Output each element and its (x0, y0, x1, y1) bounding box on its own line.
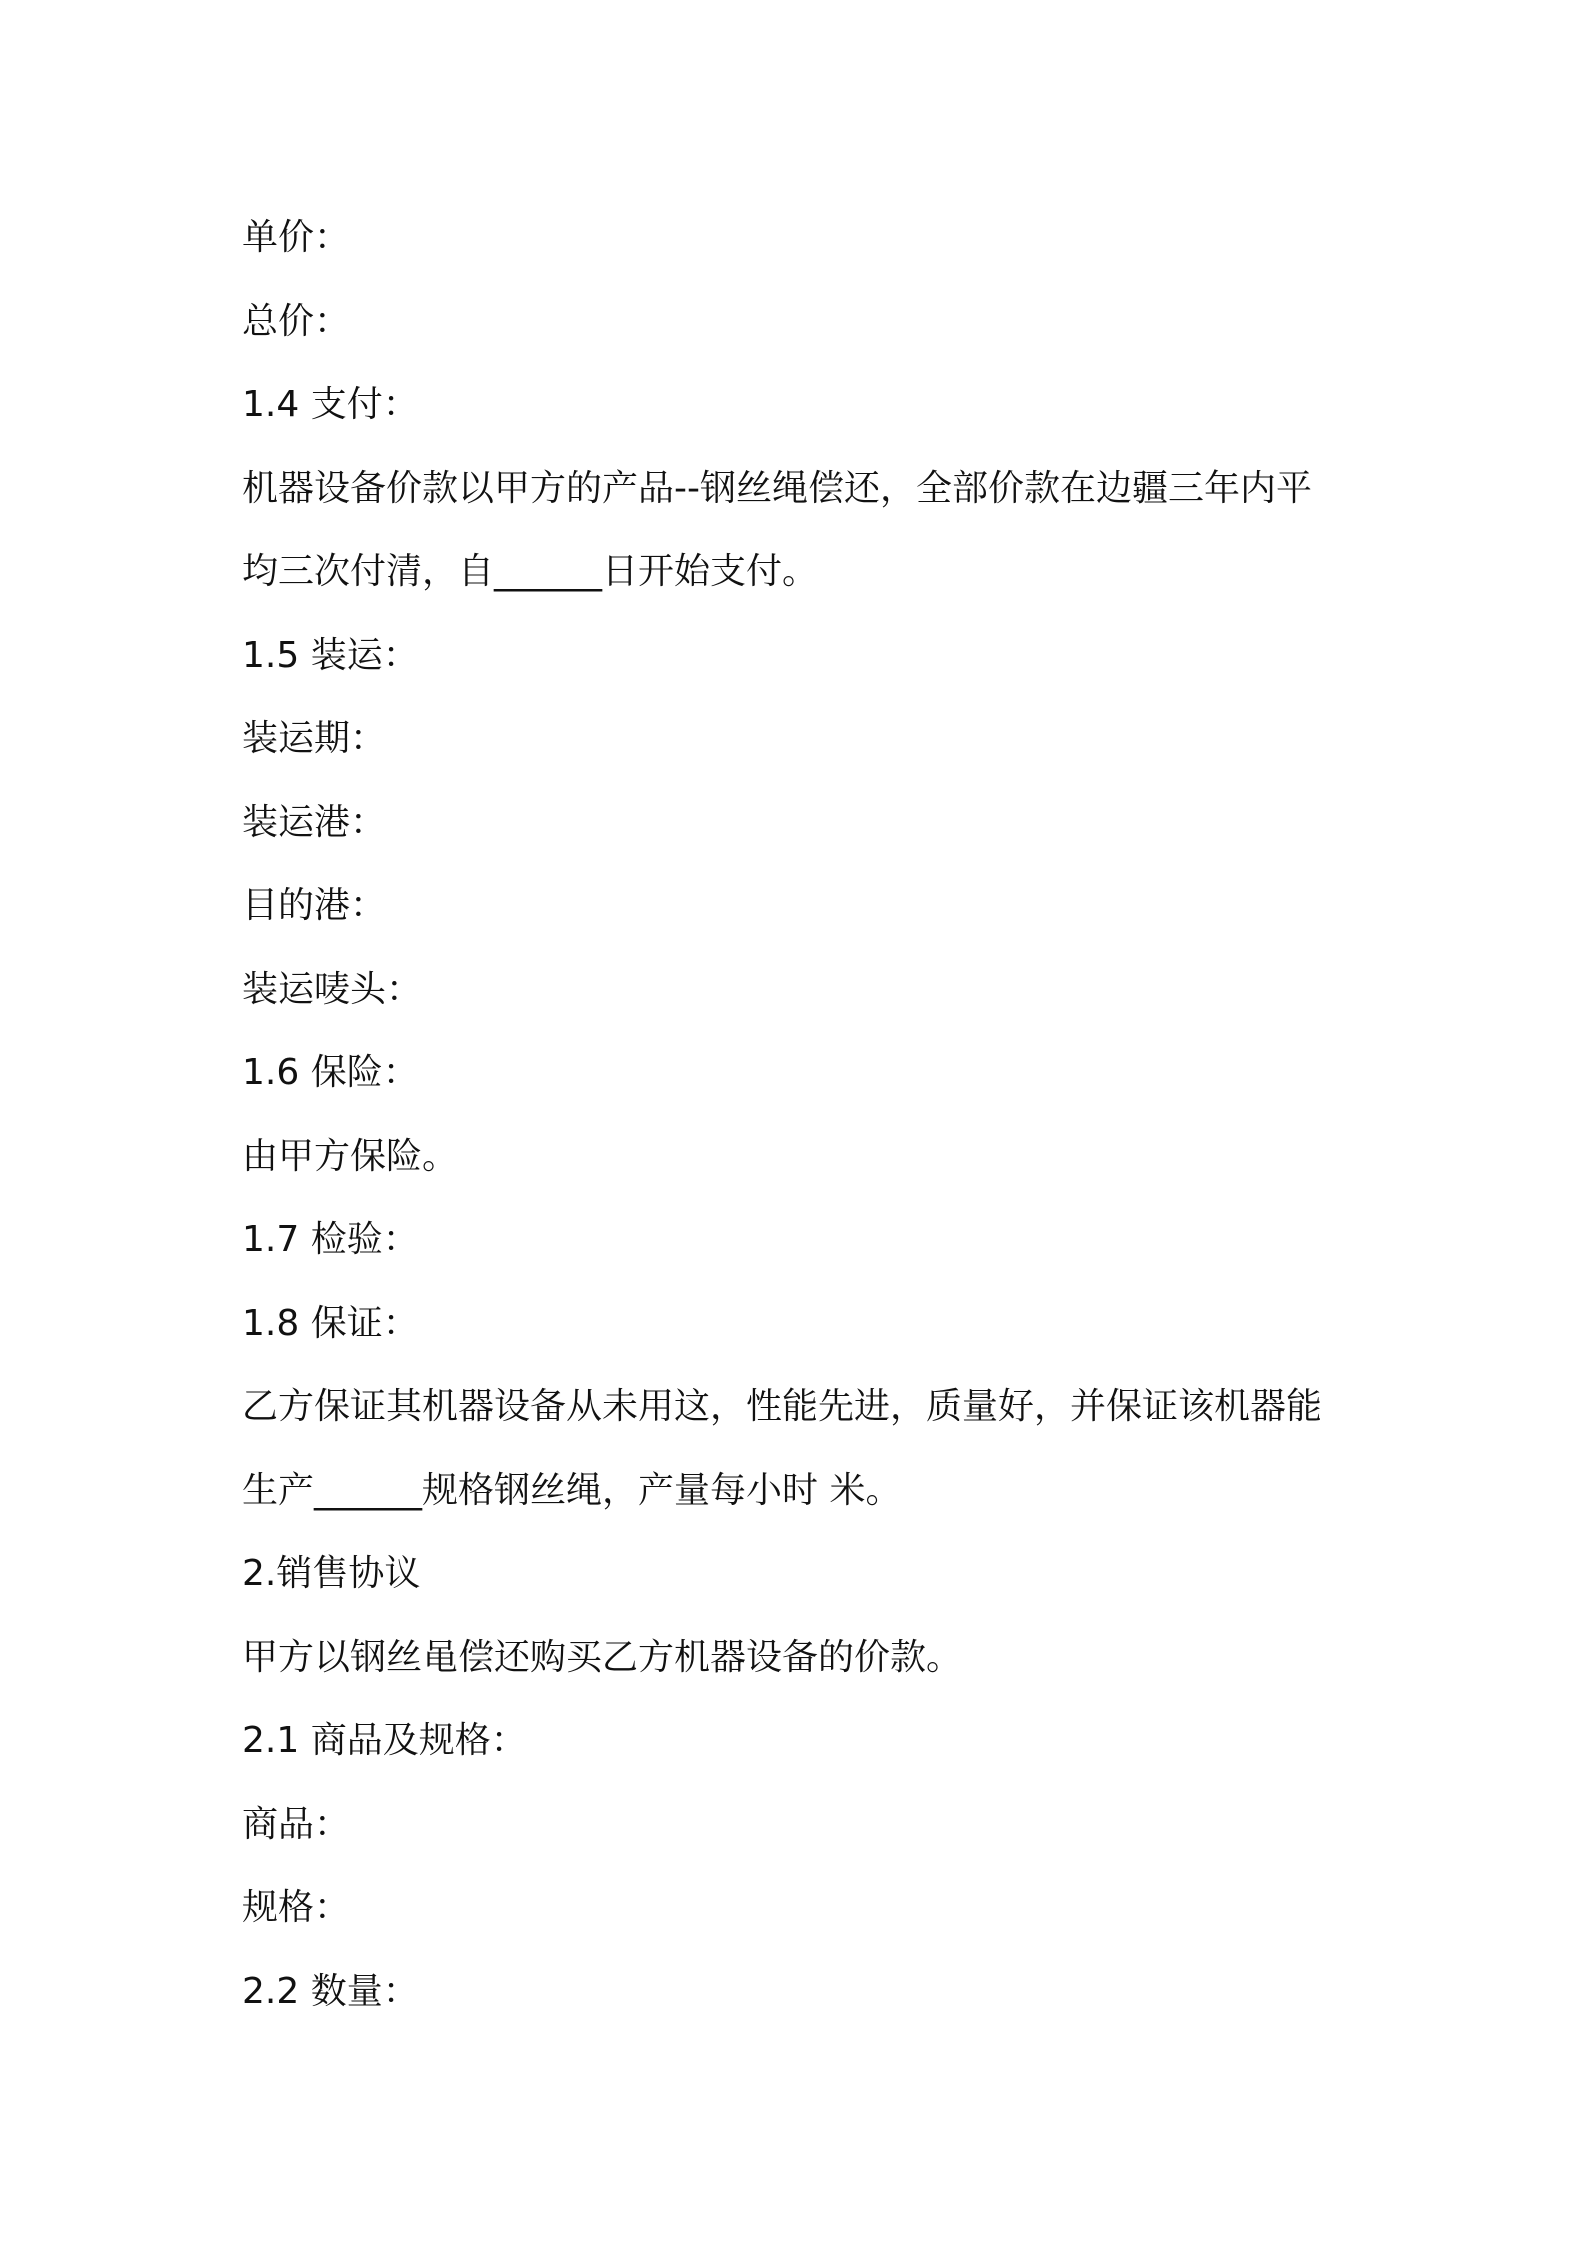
section-1-5-heading: 1.5 装运： (242, 634, 419, 676)
section-2-heading: 2.销售协议 (242, 1553, 421, 1594)
section-2-2-heading: 2.2 数量： (242, 1970, 419, 2012)
guarantee-paragraph-line-1: 乙方保证其机器设备从未用这，性能先进，质量好，并保证该机器能 (242, 1386, 1323, 1427)
section-2-1-heading: 2.1 商品及规格： (242, 1720, 527, 1761)
payment-paragraph-line-1: 机器设备价款以甲方的产品--钢丝绳偿还，全部价款在边疆三年内平 (242, 467, 1312, 509)
section-1-7-heading: 1.7 检验： (242, 1219, 419, 1260)
unit-price-label: 单价： (242, 217, 351, 258)
guarantee-paragraph-line-2: 生产______规格钢丝绳，产量每小时 米。 (242, 1469, 902, 1511)
section-1-6-heading: 1.6 保险： (242, 1052, 419, 1093)
insurance-paragraph: 由甲方保险。 (242, 1135, 459, 1177)
total-price-label: 总价： (242, 300, 351, 342)
shipment-period-label: 装运期： (242, 718, 387, 759)
port-of-shipment-label: 装运港： (242, 801, 387, 843)
section-1-4-heading: 1.4 支付： (242, 384, 419, 425)
port-of-destination-label: 目的港： (242, 885, 387, 926)
commodity-label: 商品： (242, 1803, 351, 1845)
payment-paragraph-line-2: 均三次付清，自______日开始支付。 (242, 551, 819, 592)
shipping-marks-label: 装运唛头： (242, 968, 423, 1010)
specification-label: 规格： (242, 1887, 351, 1928)
sales-agreement-paragraph: 甲方以钢丝黾偿还购买乙方机器设备的价款。 (242, 1636, 963, 1678)
document-body (242, 196, 1362, 2033)
section-1-8-heading: 1.8 保证： (242, 1302, 419, 1344)
